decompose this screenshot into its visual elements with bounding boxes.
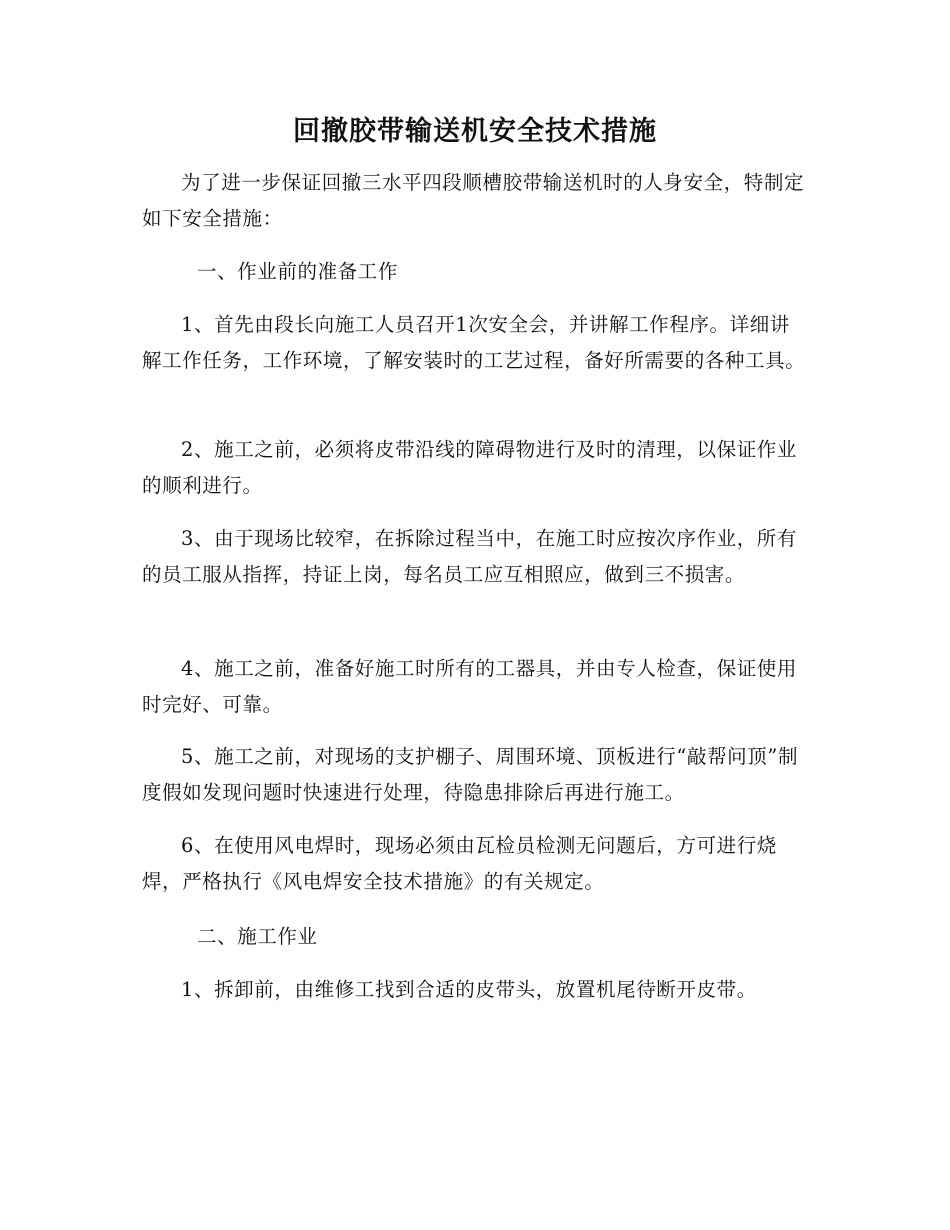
list-item: 1、拆卸前，由维修工找到合适的皮带头，放置机尾待断开皮带。 [181,978,757,1001]
document-title: 回撤胶带输送机安全技术措施 [293,116,657,147]
section-heading-construction: 二、施工作业 [197,925,318,948]
list-item: 6、在使用风电焊时，现场必须由瓦检员检测无问题后，方可进行烧焊，严格执行《风电焊安全技术措施》的有关规定。 [142,834,777,893]
list-item: 3、由于现场比较窄，在拆除过程当中，在施工时应按次序作业，所有的员工服从指挥，持证上岗，每名员工应互相照应，做到三不损害。 [142,527,798,586]
intro-paragraph: 为了进一步保证回撤三水平四段顺槽胶带输送机时的人身安全，特制定如下安全措施： [142,171,805,230]
list-item: 4、施工之前，准备好施工时所有的工器具，并由专人检查，保证使用时完好、可靠。 [142,657,798,716]
list-item: 1、首先由段长向施工人员召开1次安全会，并讲解工作程序。详细讲解工作任务，工作环境，了解安装时的工艺过程，备好所需要的各种工具。 [142,313,806,372]
list-item: 5、施工之前，对现场的支护棚子、周围环境、顶板进行“敲帮问顶”制度假如发现问题时快速进行处理，待隐患排除后再进行施工。 [142,745,799,804]
section-heading-preparation: 一、作业前的准备工作 [197,260,399,283]
list-item: 2、施工之前，必须将皮带沿线的障碍物进行及时的清理，以保证作业的顺利进行。 [142,438,798,497]
